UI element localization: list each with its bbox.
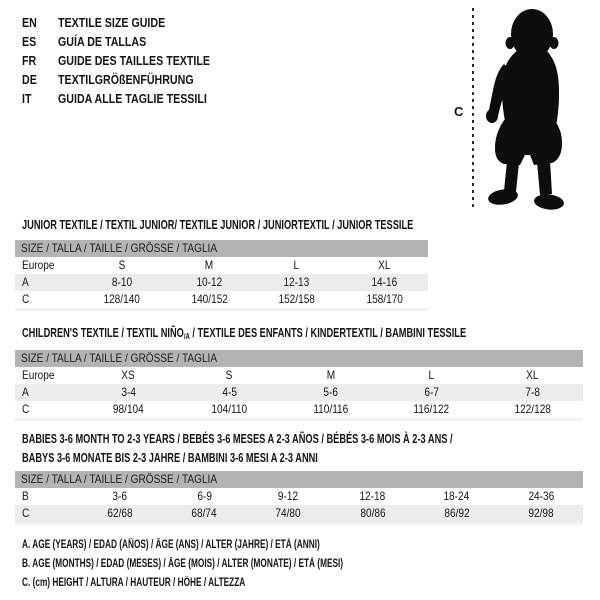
column-header-cell: M (326, 368, 335, 382)
junior-size-table (15, 240, 428, 311)
footnote-c: C. (cm) HEIGHT / ALTURA / HAUTEUR / HÖHE / ALTEZZA (22, 577, 246, 589)
value-cell: 110/116 (313, 402, 348, 416)
value-cell: 12-13 (283, 275, 310, 289)
value-cell: 62/68 (107, 506, 133, 520)
value-cell: 5-6 (323, 385, 338, 399)
value-cell: 14-16 (371, 275, 398, 289)
table-row-height (15, 401, 583, 418)
row-label-cell: Europe (22, 368, 55, 382)
footnotes-block (22, 536, 468, 593)
value-cell: 3-4 (121, 385, 136, 399)
size-header-bar (15, 471, 583, 488)
babies-section-title: BABIES 3-6 MONTH TO 2-3 YEARS / BEBÉS 3-6 MESES A 2-3 AÑOS / BÉBÉS 3-6 MOIS À 2-3 ANS / BABYS 3-6 MONATE BIS 2-3 JAHRE / BAMBINI 3-6 MESI A 2-3 ANNI (22, 432, 453, 465)
title-subscript: /A (183, 332, 190, 341)
language-title: TEXTILGRÖßENFÜHRUNG (58, 72, 194, 87)
value-cell: 8-10 (111, 275, 132, 289)
value-cell: 7-8 (525, 385, 540, 399)
height-measure-label: C (454, 104, 464, 119)
column-header-cell: XL (378, 258, 391, 272)
row-label-cell: C (22, 292, 30, 306)
size-header-label: SIZE / TALLA / TAILLE / GRÖSSE / TAGLIA (21, 472, 218, 486)
footnote-a: A. AGE (YEARS) / EDAD (AÑOS) / ÂGE (ANS) / ALTER (JAHRE) / ETÀ (ANNI) (22, 539, 320, 551)
language-title: TEXTILE SIZE GUIDE (58, 15, 166, 30)
column-header-cell: L (428, 368, 435, 382)
value-cell: 9-12 (278, 489, 299, 503)
column-header-cell: S (118, 258, 126, 272)
children-size-table (15, 350, 583, 421)
value-cell: 140/152 (191, 292, 228, 306)
value-cell: 128/140 (103, 292, 140, 306)
column-header-cell: S (226, 368, 233, 382)
value-cell: 158/170 (366, 292, 403, 306)
table-row-age (15, 274, 428, 291)
language-legend (22, 13, 243, 108)
size-header-bar (15, 350, 583, 367)
value-cell: 116/122 (413, 402, 450, 416)
column-header-cell: M (205, 258, 214, 272)
footnote-b: B. AGE (MONTHS) / EDAD (MESES) / ÂGE (MOIS) / ALTER (MONATE) / ETÀ (MESI) (22, 558, 344, 570)
value-cell: 4-5 (222, 385, 237, 399)
size-header-label: SIZE / TALLA / TAILLE / GRÖSSE / TAGLIA (21, 351, 218, 365)
language-code: ES (22, 34, 37, 49)
language-row-it (22, 89, 243, 108)
language-row-fr (22, 51, 243, 70)
row-label-cell: B (22, 489, 29, 503)
children-section-title: CHILDREN'S TEXTILE / TEXTIL $NIÑO_{/A}$ / TEXTILE DES ENFANTS / KINDERTEXTIL / BAMBINI TESSILE (22, 326, 467, 341)
table-row-age (15, 384, 583, 401)
value-cell: 80/86 (359, 506, 386, 520)
value-cell: 86/92 (444, 506, 470, 520)
value-cell: 10-12 (196, 275, 223, 289)
toddler-silhouette-icon (482, 6, 574, 212)
language-row-en (22, 13, 243, 32)
table-row-region (15, 257, 428, 274)
babies-size-table (15, 471, 583, 525)
value-cell: 74/80 (275, 506, 302, 520)
row-label-cell: A (22, 275, 29, 289)
row-label-cell: A (22, 385, 29, 399)
junior-section-title: JUNIOR TEXTILE / TEXTIL JUNIOR/ TEXTILE JUNIOR / JUNIORTEXTIL / JUNIOR TESSILE (22, 218, 414, 232)
column-header-cell: XS (121, 368, 136, 382)
column-header-cell: L (293, 258, 300, 272)
value-cell: 6-7 (424, 385, 439, 399)
value-cell: 3-6 (112, 489, 128, 503)
column-header-cell: XL (526, 368, 539, 382)
height-measure-dashed-line (472, 8, 474, 211)
table-row-height (15, 291, 428, 308)
language-title: GUIDE DES TAILLES TEXTILE (58, 53, 211, 68)
language-title: GUIDA ALLE TAGLIE TESSILI (58, 91, 207, 106)
language-title: GUÍA DE TALLAS (58, 34, 147, 49)
value-cell: 104/110 (211, 402, 248, 416)
value-cell: 152/158 (278, 292, 315, 306)
table-row-age-months (15, 488, 583, 505)
value-cell: 98/104 (113, 402, 144, 416)
size-header-label: SIZE / TALLA / TAILLE / GRÖSSE / TAGLIA (21, 241, 218, 255)
size-header-bar (15, 240, 428, 257)
value-cell: 18-24 (443, 489, 470, 503)
table-row-height (15, 505, 583, 522)
row-label-cell: C (22, 402, 30, 416)
language-code: EN (22, 15, 37, 30)
value-cell: 68/74 (191, 506, 217, 520)
language-row-es (22, 32, 243, 51)
language-code: DE (22, 72, 37, 87)
value-cell: 12-18 (359, 489, 386, 503)
language-code: IT (22, 91, 32, 106)
value-cell: 24-36 (528, 489, 554, 503)
row-label-cell: Europe (22, 258, 55, 272)
language-code: FR (22, 53, 37, 68)
value-cell: 122/128 (514, 402, 551, 416)
row-label-cell: C (22, 506, 30, 520)
value-cell: 6-9 (196, 489, 212, 503)
language-row-de (22, 70, 243, 89)
value-cell: 92/98 (528, 506, 554, 520)
table-row-region (15, 367, 583, 384)
